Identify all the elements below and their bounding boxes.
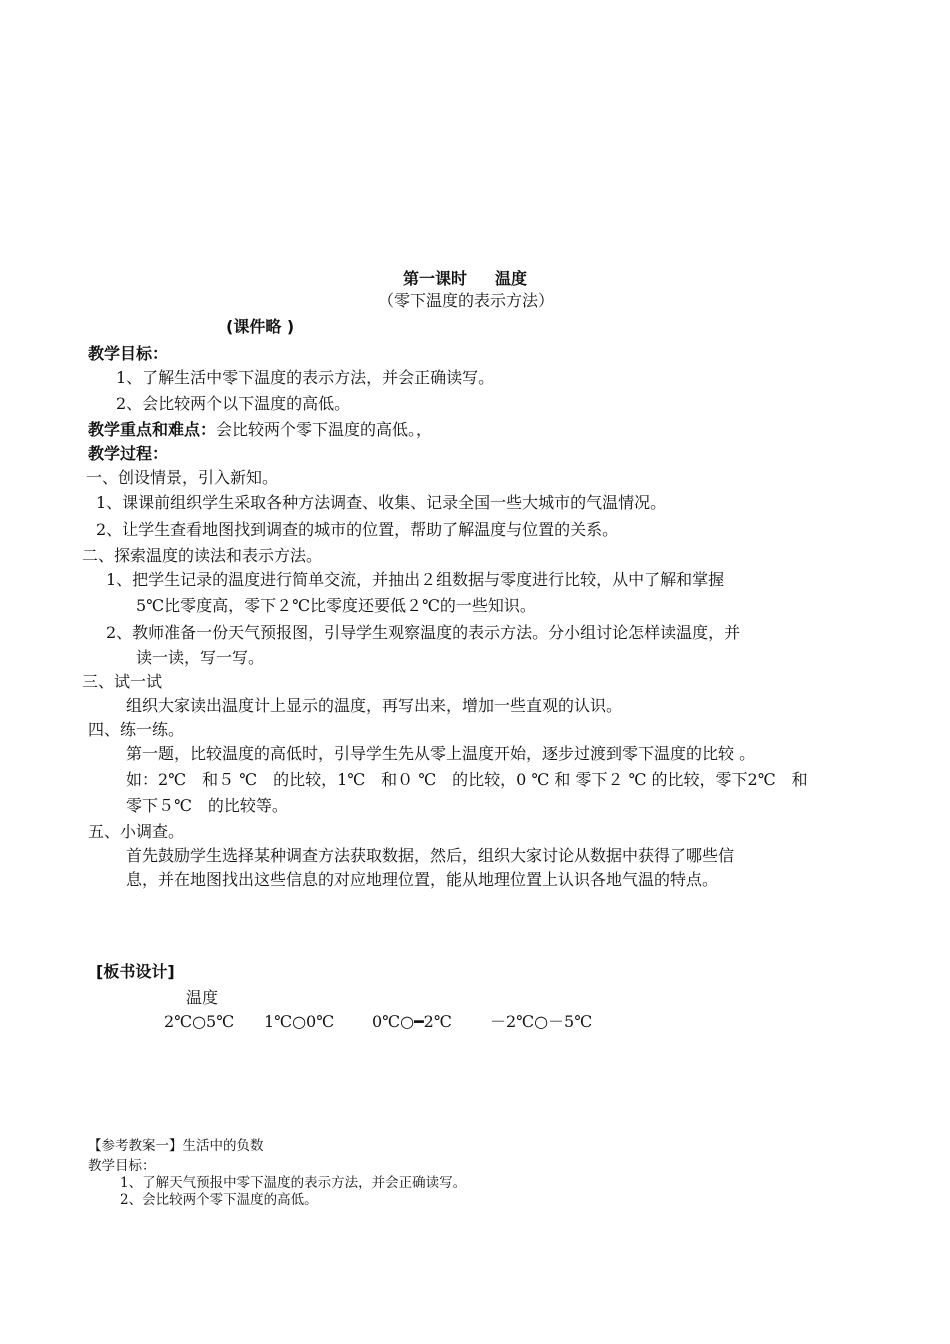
lesson-title-part2: 温度 — [495, 269, 528, 288]
board-compare-4: －2℃○－5℃ — [490, 1012, 593, 1031]
board-compare-1: 2℃○5℃ — [164, 1012, 235, 1031]
section-1-item-2: 2、让学生查看地图找到调查的城市的位置，帮助了解温度与位置的关系。 — [96, 520, 619, 539]
section-5-line-2: 息，并在地图找出这些信息的对应地理位置，能从地理位置上认识各地气温的特点。 — [126, 870, 719, 889]
section-2-item-2-line-1: 2、教师准备一份天气预报图，引导学生观察温度的表示方法。分小组讨论怎样读温度，并 — [106, 623, 741, 642]
section-5-line-1: 首先鼓励学生选择某种调查方法获取数据，然后，组织大家讨论从数据中获得了哪些信 — [126, 846, 735, 865]
objectives-heading: 教学目标： — [88, 344, 169, 363]
process-heading: 教学过程： — [88, 444, 169, 463]
section-4-line-2: 如：2℃ 和５ ℃ 的比较，1℃ 和０ ℃ 的比较，0 ℃ 和 零下２ ℃ 的比较，零下2℃ 和 — [126, 770, 808, 789]
board-compare-3: 0℃○━2℃ — [372, 1012, 452, 1031]
section-2-item-1-line-2: 5℃比零度高，零下２℃比零度还要低２℃的一些知识。 — [136, 596, 536, 615]
key-points-text: 会比较两个零下温度的高低。， — [216, 420, 433, 439]
section-1-title: 一、创设情景，引入新知。 — [86, 468, 279, 487]
section-2-item-1-line-1: 1、把学生记录的温度进行简单交流，并抽出２组数据与零度进行比较，从中了解和掌握 — [106, 570, 725, 589]
lesson-title-part1: 第一课时 — [403, 269, 468, 288]
section-2-title: 二、探索温度的读法和表示方法。 — [82, 546, 323, 565]
section-2-item-2-line-2: 读一读，写一写。 — [136, 648, 265, 667]
objective-item-2: 2、会比较两个以下温度的高低。 — [116, 394, 351, 413]
objective-item-1: 1、了解生活中零下温度的表示方法，并会正确读写。 — [116, 368, 495, 387]
board-compare-2: 1℃○0℃ — [264, 1012, 335, 1031]
section-4-line-1: 第一题，比较温度的高低时，引导学生先从零上温度开始，逐步过渡到零下温度的比较 。 — [126, 744, 756, 763]
lesson-title — [403, 266, 527, 289]
key-points-label: 教学重点和难点： — [88, 420, 217, 439]
reference-item-2: 2、会比较两个零下温度的高低。 — [120, 1192, 318, 1208]
section-5-title: 五、小调查。 — [88, 822, 185, 841]
board-title: 温度 — [186, 988, 219, 1007]
lesson-subtitle: （零下温度的表示方法） — [378, 291, 555, 310]
section-1-item-1: 1、课课前组织学生采取各种方法调查、收集、记录全国一些大城市的气温情况。 — [96, 493, 667, 512]
reference-subheading: 教学目标： — [88, 1158, 156, 1174]
courseware-note: (课件略 ) — [226, 317, 295, 336]
reference-item-1: 1、了解天气预报中零下温度的表示方法，并会正确读写。 — [120, 1175, 467, 1191]
section-3-title: 三、试一试 — [82, 672, 163, 691]
section-4-line-3: 零下５℃ 的比较等。 — [126, 796, 288, 815]
section-3-text: 组织大家读出温度计上显示的温度，再写出来，增加一些直观的认识。 — [126, 696, 623, 715]
section-4-title: 四、练一练。 — [88, 720, 185, 739]
key-points — [88, 420, 432, 440]
board-heading: [板书设计] — [96, 962, 175, 981]
reference-heading: 【参考教案一】生活中的负数 — [88, 1138, 264, 1154]
